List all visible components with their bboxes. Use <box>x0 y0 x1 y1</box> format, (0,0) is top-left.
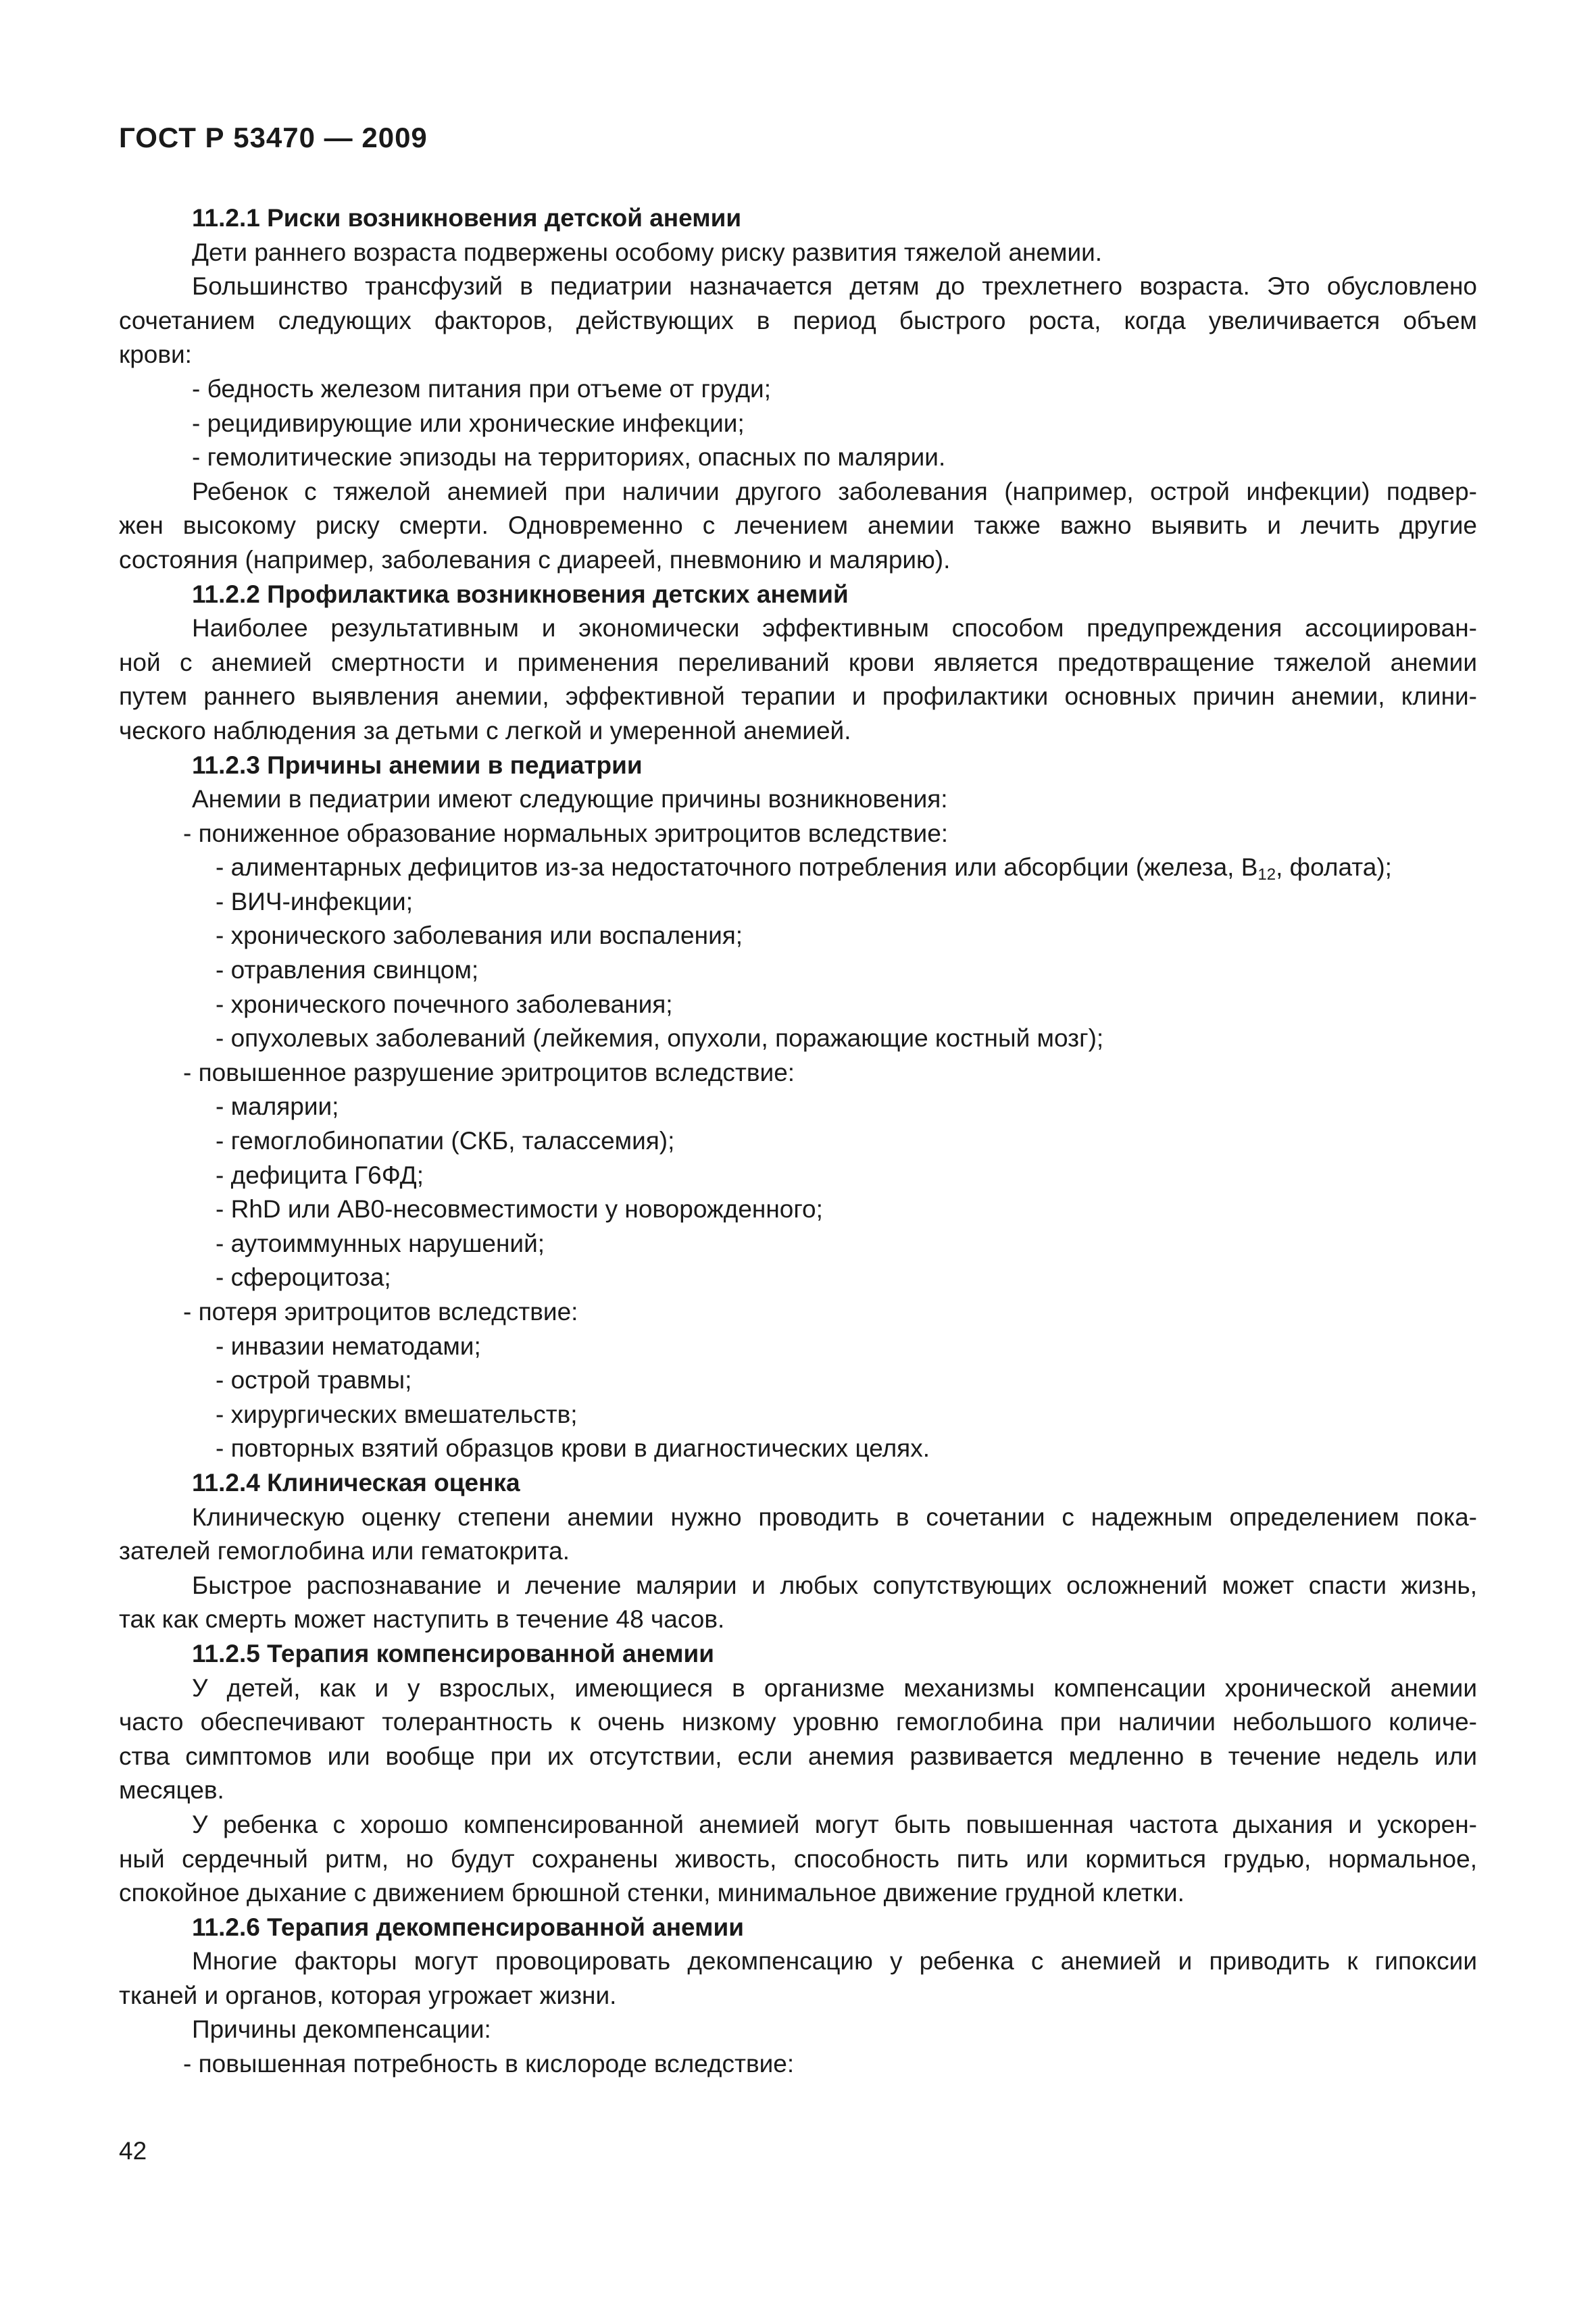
paragraph-line: зателей гемоглобина или гематокрита. <box>119 1537 570 1565</box>
paragraph-line: тканей и органов, которая угрожает жизни. <box>119 1981 617 2009</box>
paragraph-line: Большинство трансфузий в педиатрии назначается детям до трехлетнего возраста. Это обусловлено <box>192 272 1477 301</box>
sub-list-item: - отравления свинцом; <box>216 956 479 984</box>
sub-list-item: - дефицита Г6ФД; <box>216 1161 424 1189</box>
paragraph-line: Многие факторы могут провоцировать декомпенсацию у ребенка с анемией и приводить к гипоксии <box>192 1947 1477 1976</box>
section-heading: 11.2.1 Риски возникновения детской анемии <box>192 204 742 232</box>
document-header: ГОСТ Р 53470 — 2009 <box>119 122 428 153</box>
section-heading: 11.2.4 Клиническая оценка <box>192 1468 520 1496</box>
paragraph-line: так как смерть может наступить в течение 48 часов. <box>119 1605 725 1634</box>
section-heading: 11.2.2 Профилактика возникновения детских анемий <box>192 580 849 608</box>
sub-list-item: - хронического заболевания или воспаления; <box>216 922 743 950</box>
document-body <box>119 201 1477 2082</box>
section-heading: 11.2.6 Терапия декомпенсированной анемии <box>192 1913 744 1941</box>
list-item: - гемолитические эпизоды на территориях, опасных по малярии. <box>192 443 946 472</box>
text-run: - алиментарных дефицитов из-за недостаточного потребления или абсорбции (железа, В <box>216 853 1258 882</box>
list-item: - рецидивирующие или хронические инфекции; <box>192 409 745 437</box>
paragraph-line: Анемии в педиатрии имеют следующие причины возникновения: <box>192 785 948 813</box>
paragraph-line: путем раннего выявления анемии, эффективной терапии и профилактики основных причин анемии, клини- <box>119 682 1477 711</box>
paragraph-line: часто обеспечивают толерантность к очень низкому уровню гемоглобина при наличии небольшого количе- <box>119 1708 1477 1736</box>
paragraph-line: ческого наблюдения за детьми с легкой и умеренной анемией. <box>119 716 851 745</box>
list-item: - бедность железом питания при отъеме от груди; <box>192 374 771 403</box>
paragraph-line: ный сердечный ритм, но будут сохранены живость, способность пить или кормиться грудью, нормальное, <box>119 1844 1477 1873</box>
paragraph-line: сочетанием следующих факторов, действующих в период быстрого роста, когда увеличивается объем <box>119 306 1477 334</box>
sub-list-item: - сфероцитоза; <box>216 1263 391 1292</box>
paragraph-line: Клиническую оценку степени анемии нужно проводить в сочетании с надежным определением пока- <box>192 1503 1477 1531</box>
paragraph-line: жен высокому риску смерти. Одновременно с лечением анемии также важно выявить и лечить другие <box>119 511 1477 540</box>
sub-list-item: - RhD или АВ0-несовместимости у новорожденного; <box>216 1195 823 1224</box>
paragraph-line: крови: <box>119 341 192 369</box>
paragraph-line: ной с анемией смертности и применения переливаний крови является предотвращение тяжелой анемии <box>119 648 1477 676</box>
sub-list-item: - ВИЧ-инфекции; <box>216 887 413 915</box>
sub-list-item: - повторных взятий образцов крови в диагностических целях. <box>216 1434 930 1463</box>
paragraph-line: Причины декомпенсации: <box>192 2015 491 2044</box>
sub-list-item: - хронического почечного заболевания; <box>216 990 673 1018</box>
sub-list-item: - аутоиммунных нарушений; <box>216 1229 545 1257</box>
list-item: - повышенное разрушение эритроцитов вследствие: <box>183 1058 795 1086</box>
list-item: - пониженное образование нормальных эритроцитов вследствие: <box>183 819 949 847</box>
sub-list-item: - острой травмы; <box>216 1366 412 1394</box>
paragraph-line: Ребенок с тяжелой анемией при наличии другого заболевания (например, острой инфекции) подвер- <box>192 477 1477 505</box>
section-heading: 11.2.3 Причины анемии в педиатрии <box>192 751 643 779</box>
list-item: - потеря эритроцитов вследствие: <box>183 1298 578 1326</box>
sub-list-item: - инвазии нематодами; <box>216 1332 481 1360</box>
paragraph-line: У детей, как и у взрослых, имеющиеся в организме механизмы компенсации хронической анемии <box>192 1674 1477 1702</box>
sub-list-item: - хирургических вмешательств; <box>216 1400 578 1428</box>
sub-list-item <box>119 851 1477 885</box>
paragraph-line: Дети раннего возраста подвержены особому риску развития тяжелой анемии. <box>192 238 1103 266</box>
paragraph-line: Наиболее результативным и экономически эффективным способом предупреждения ассоциирован- <box>192 614 1477 643</box>
paragraph-line: спокойное дыхание с движением брюшной стенки, минимальное движение грудной клетки. <box>119 1879 1184 1907</box>
list-item: - повышенная потребность в кислороде вследствие: <box>183 2050 795 2078</box>
sub-list-item: - опухолевых заболеваний (лейкемия, опухоли, поражающие костный мозг); <box>216 1024 1104 1053</box>
subscript: 12 <box>1257 865 1276 884</box>
paragraph-line: состояния (например, заболевания с диареей, пневмонию и малярию). <box>119 545 951 574</box>
paragraph-line: ства симптомов или вообще при их отсутствии, если анемия развивается медленно в течение недель или <box>119 1742 1477 1770</box>
paragraph-line: Быстрое распознавание и лечение малярии и любых сопутствующих осложнений может спасти жизнь, <box>192 1571 1477 1599</box>
section-heading: 11.2.5 Терапия компенсированной анемии <box>192 1639 714 1667</box>
text-run: , фолата); <box>1276 853 1392 882</box>
sub-list-item: - малярии; <box>216 1092 339 1121</box>
page-number: 42 <box>119 2137 147 2165</box>
paragraph-line: месяцев. <box>119 1776 224 1805</box>
paragraph-line: У ребенка с хорошо компенсированной анемией могут быть повышенная частота дыхания и ускорен- <box>192 1810 1477 1838</box>
sub-list-item: - гемоглобинопатии (СКБ, талассемия); <box>216 1127 675 1155</box>
